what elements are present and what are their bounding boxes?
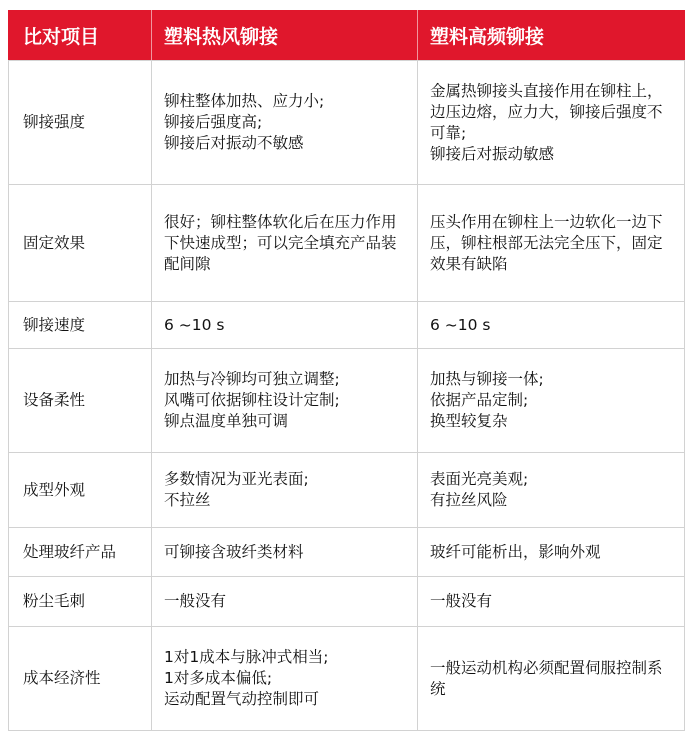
hot-air-cell: 多数情况为亚光表面; 不拉丝: [152, 453, 418, 528]
hot-air-cell: 铆柱整体加热、应力小; 铆接后强度高; 铆接后对振动不敏感: [152, 61, 418, 185]
hot-air-cell: 加热与冷铆均可独立调整; 风嘴可依据铆柱设计定制; 铆点温度单独可调: [152, 349, 418, 453]
row-label: 铆接速度: [9, 302, 152, 349]
row-label: 成型外观: [9, 453, 152, 528]
high-freq-cell: 压头作用在铆柱上一边软化一边下压，铆柱根部无法完全压下，固定效果有缺陷: [418, 185, 685, 302]
high-freq-cell: 玻纤可能析出，影响外观: [418, 528, 685, 577]
row-label: 粉尘毛刺: [9, 577, 152, 627]
hot-air-cell: 很好；铆柱整体软化后在压力作用下快速成型；可以完全填充产品装配间隙: [152, 185, 418, 302]
comparison-table: [8, 10, 685, 731]
high-freq-cell: 6 ~10 s: [418, 302, 685, 349]
row-label: 铆接强度: [9, 61, 152, 185]
table-row: [9, 302, 685, 349]
hot-air-cell: 可铆接含玻纤类材料: [152, 528, 418, 577]
high-freq-cell: 一般运动机构必须配置伺服控制系统: [418, 627, 685, 731]
table-header-row: [9, 10, 685, 61]
high-freq-cell: 加热与铆接一体; 依据产品定制; 换型较复杂: [418, 349, 685, 453]
row-label: 固定效果: [9, 185, 152, 302]
high-freq-cell: 金属热铆接头直接作用在铆柱上，边压边熔，应力大，铆接后强度不可靠; 铆接后对振动敏感: [418, 61, 685, 185]
hot-air-cell: 一般没有: [152, 577, 418, 627]
high-freq-cell: 表面光亮美观; 有拉丝风险: [418, 453, 685, 528]
table-row: [9, 627, 685, 731]
hot-air-cell: 6 ~10 s: [152, 302, 418, 349]
table-row: [9, 185, 685, 302]
row-label: 成本经济性: [9, 627, 152, 731]
table-row: [9, 577, 685, 627]
row-label: 处理玻纤产品: [9, 528, 152, 577]
table-row: [9, 453, 685, 528]
header-high-frequency-riveting: 塑料高频铆接: [418, 10, 685, 61]
table-row: [9, 349, 685, 453]
table-row: [9, 528, 685, 577]
header-hot-air-riveting: 塑料热风铆接: [152, 10, 418, 61]
hot-air-cell: 1对1成本与脉冲式相当; 1对多成本偏低; 运动配置气动控制即可: [152, 627, 418, 731]
header-item: 比对项目: [9, 10, 152, 61]
row-label: 设备柔性: [9, 349, 152, 453]
table-row: [9, 61, 685, 185]
high-freq-cell: 一般没有: [418, 577, 685, 627]
